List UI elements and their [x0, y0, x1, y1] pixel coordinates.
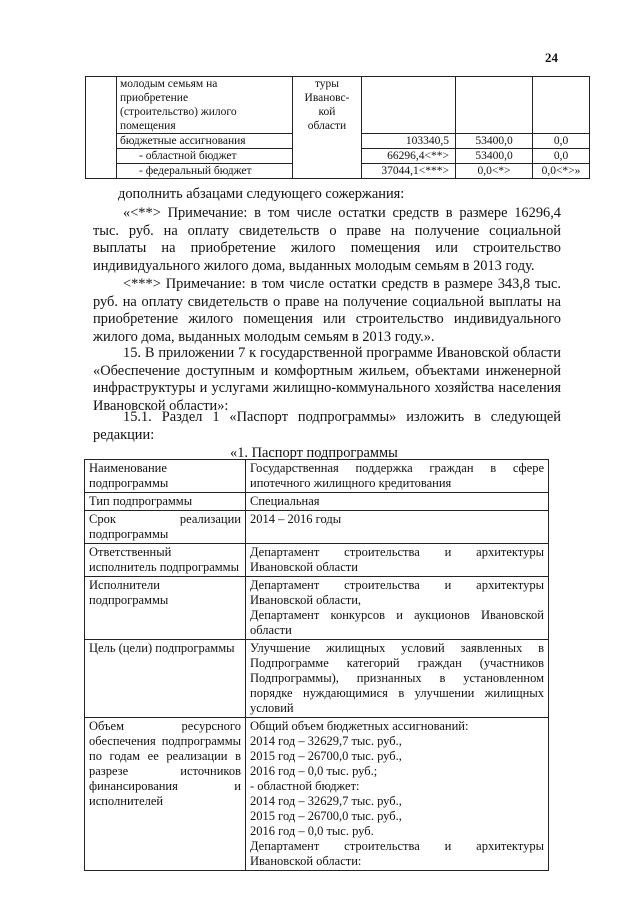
measure-description: молодым семьям на приобретение (строительство) жилого помещения [117, 77, 293, 134]
paragraph-15: 15. В приложении 7 к государственной программе Ивановской области «Обеспечение доступным и комфортным жильем, объектами инженерной инфраструктуры и услугами жилищно-коммунального хозяйства населения Ивановской области»: [93, 345, 561, 414]
passport-table [84, 459, 549, 871]
paragraph-add: дополнить абзацами следующего сожержания: [118, 186, 405, 202]
funding-table [85, 76, 590, 179]
table-row: Исполнители подпрограммы Департамент строительства и архитектуры Ивановской области, Департамент конкурсов и аукционов Ивановской области [85, 577, 549, 640]
table-row: - областной бюджет 66296,4<**> 53400,0 0,0 [86, 149, 590, 164]
table-row: Срок реализации подпрограммы 2014 – 2016 годы [85, 511, 549, 544]
passport-caption: «1. Паспорт подпрограммы [230, 445, 398, 461]
paragraph-15-1: 15.1. Раздел 1 «Паспорт подпрограммы» изложить в следующей редакции: [93, 409, 561, 443]
table-row: Цель (цели) подпрограммы Улучшение жилищных условий заявленных в Подпрограмме категорий граждан (участников Подпрограммы), признанных в установленном порядке нуждающимися в улучшении жилищных условий [85, 640, 549, 718]
table-row: - федеральный бюджет 37044,1<***> 0,0<*> 0,0<*>» [86, 164, 590, 179]
paragraph-note-3: <***> Примечание: в том числе остатки средств в размере 343,8 тыс. руб. на оплату свидетельств о праве на получение социальной выплаты на приобретение жилого помещения или строительство индивидуального жилого дома, выданных молодым семьям в 2013 году.». [93, 276, 561, 345]
paragraph-note-2: «<**> Примечание: в том числе остатки средств в размере 16296,4 тыс. руб. на оплату свидетельств о праве на получение социальной выплаты на приобретение жилого помещения или строительство индивидуального жилого дома, выданных молодым семьям в 2013 году. [93, 205, 561, 274]
table-row: бюджетные ассигнования 103340,5 53400,0 0,0 [86, 134, 590, 149]
table-row: Ответственный исполнитель подпрограммы Департамент строительства и архитектуры Ивановской области [85, 544, 549, 577]
table-row: Тип подпрограммы Специальная [85, 493, 549, 511]
table-row: Наименование подпрограммы Государственная поддержка граждан в сфере ипотечного жилищного кредитования [85, 460, 549, 493]
executor-cell: туры Ивановс- кой области [293, 77, 362, 179]
page-number: 24 [545, 50, 558, 65]
table-row [86, 77, 590, 134]
table-row: Объем ресурсного обеспечения подпрограммы по годам ее реализации в разрезе источников финансирования и исполнителей Общий объем бюджетных ассигнований: 2014 год – 32629,7 тыс. руб., 2015 год – 26700,0 тыс. руб., 2016 год – 0,0 тыс. руб.; - областной бюджет: 2014 год – 32629,7 тыс. руб., 2015 год – 26700,0 тыс. руб., 2016 год – 0,0 тыс. руб. Департамент строительства и архитектуры Ивановской области: [85, 718, 549, 871]
